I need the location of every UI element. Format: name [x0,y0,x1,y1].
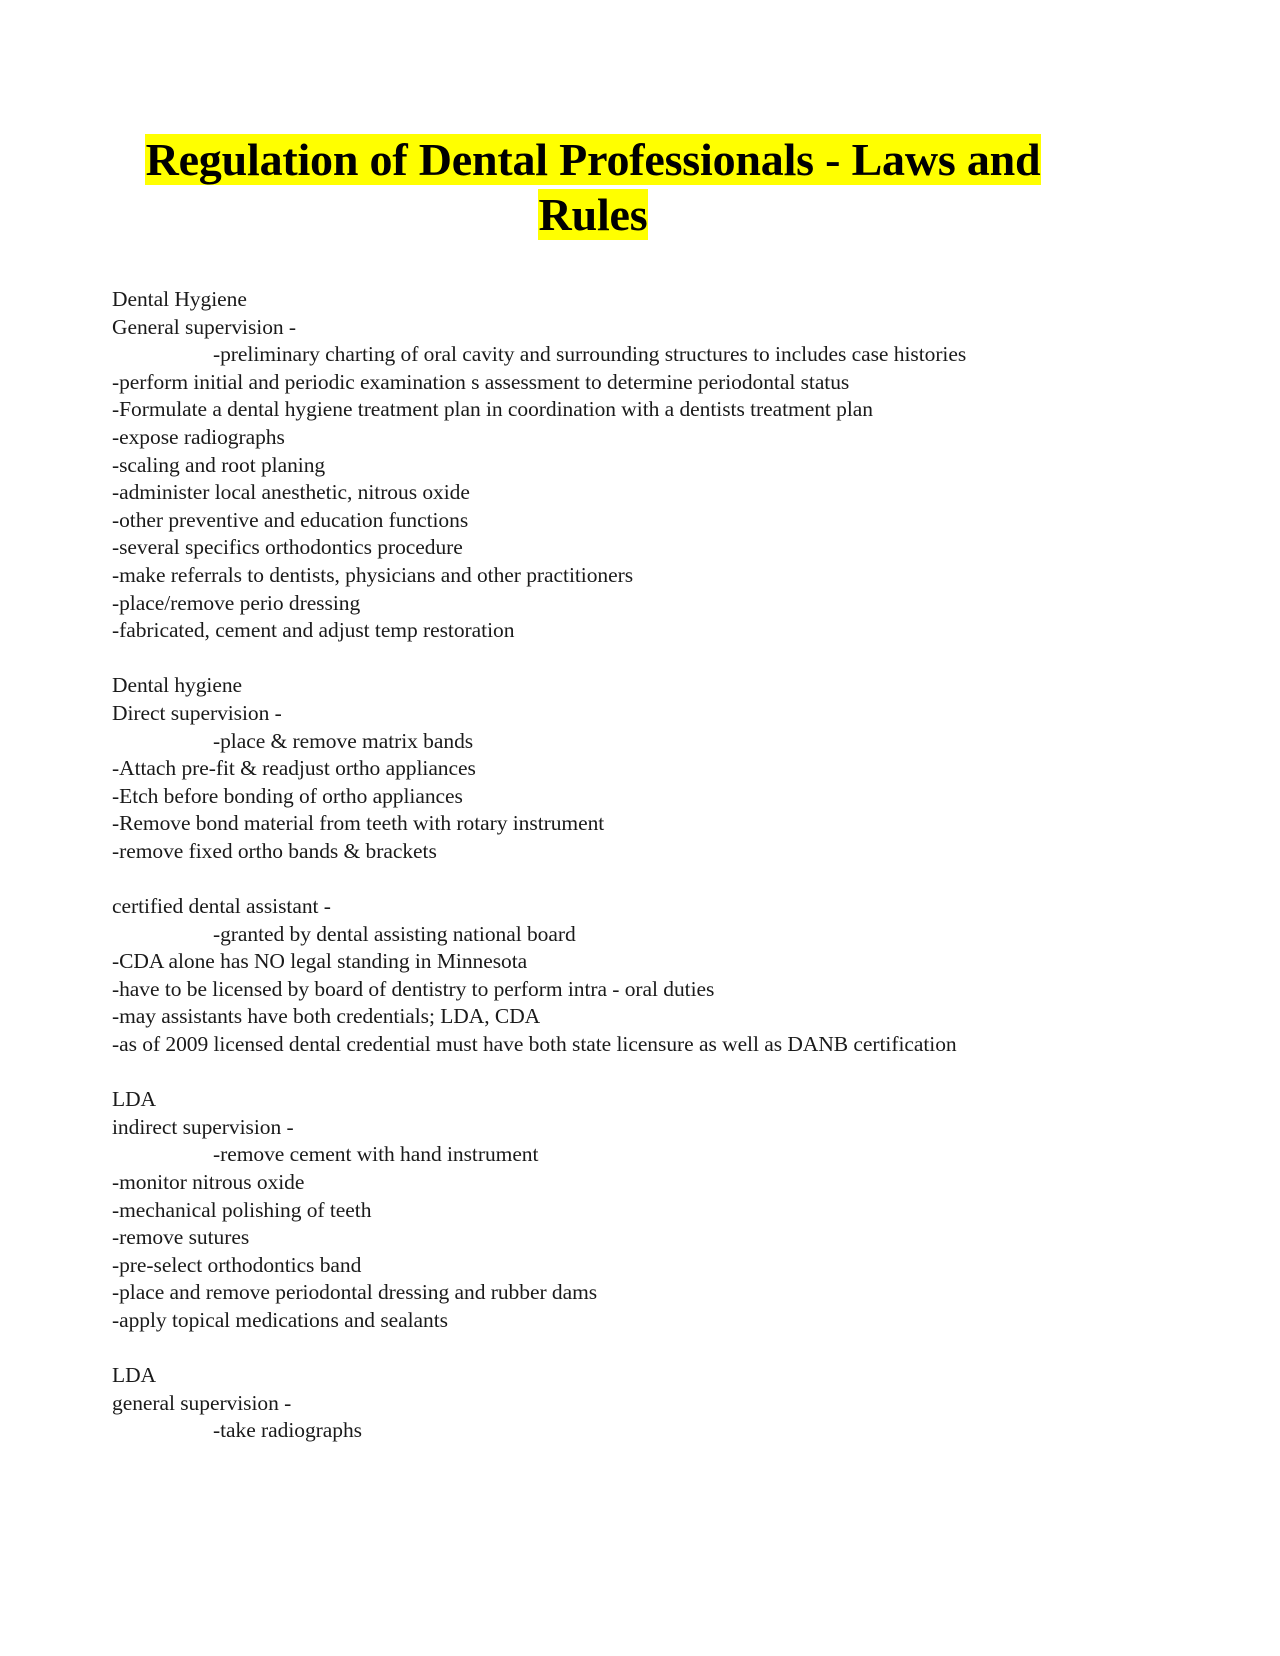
body-line: -Remove bond material from teeth with rotary instrument [112,811,605,836]
body-line: -apply topical medications and sealants [112,1307,448,1332]
body-line: -Etch before bonding of ortho appliances [112,783,463,808]
spacer-line [112,1335,1172,1363]
body-line: -remove sutures [112,1225,250,1250]
body-line: Dental Hygiene [112,287,247,311]
body-line: LDA [112,1087,157,1112]
body-line: -other preventive and education functions [112,507,469,532]
spacer-line [112,865,1172,893]
page-title-highlight: Regulation of Dental Professionals - Laws and Rules [145,134,1041,240]
body-line: General supervision - [112,314,297,339]
body-line: Dental hygiene [112,673,243,698]
page-title [112,132,1074,242]
body-line: -may assistants have both credentials; LDA, CDA [112,1004,541,1029]
body-line: -pre-select orthodontics band [112,1252,362,1277]
body-line: -make referrals to dentists, physicians and other practitioners [112,562,634,587]
body-line: -several specifics orthodontics procedure [112,535,463,560]
body-line: general supervision - [112,1390,292,1415]
body-line: -CDA alone has NO legal standing in Minnesota [112,949,528,974]
body-line: -granted by dental assisting national board [213,921,576,946]
body-line: certified dental assistant - [112,894,331,919]
body-line: -Formulate a dental hygiene treatment plan in coordination with a dentists treatment plan [112,397,873,422]
body-line: -scaling and root planing [112,452,326,477]
body-line: -remove fixed ortho bands & brackets [112,838,437,863]
body-line: -place/remove perio dressing [112,590,361,615]
document-body [112,286,1172,1445]
body-line: -administer local anesthetic, nitrous oxide [112,480,470,505]
body-line: LDA [112,1363,157,1388]
body-line: -have to be licensed by board of dentistry to perform intra - oral duties [112,976,715,1001]
body-line: -take radiographs [213,1418,362,1443]
body-line: -mechanical polishing of teeth [112,1197,372,1222]
body-line: -fabricated, cement and adjust temp restoration [112,618,515,643]
body-line: -place and remove periodontal dressing and rubber dams [112,1280,598,1305]
body-line: -place & remove matrix bands [213,728,474,753]
body-line: -expose radiographs [112,424,285,449]
body-line: -preliminary charting of oral cavity and surrounding structures to includes case histories [213,342,967,367]
body-line: -remove cement with hand instrument [213,1142,539,1167]
body-line: Direct supervision - [112,700,282,725]
spacer-line [112,1059,1172,1087]
body-line: -perform initial and periodic examination s assessment to determine periodontal status [112,369,850,394]
body-line: -monitor nitrous oxide [112,1170,305,1194]
body-line: -as of 2009 licensed dental credential must have both state licensure as well as DANB certification [112,1032,957,1057]
body-line: indirect supervision - [112,1114,294,1139]
body-line: -Attach pre-fit & readjust ortho appliances [112,756,476,781]
spacer-line [112,645,1172,673]
